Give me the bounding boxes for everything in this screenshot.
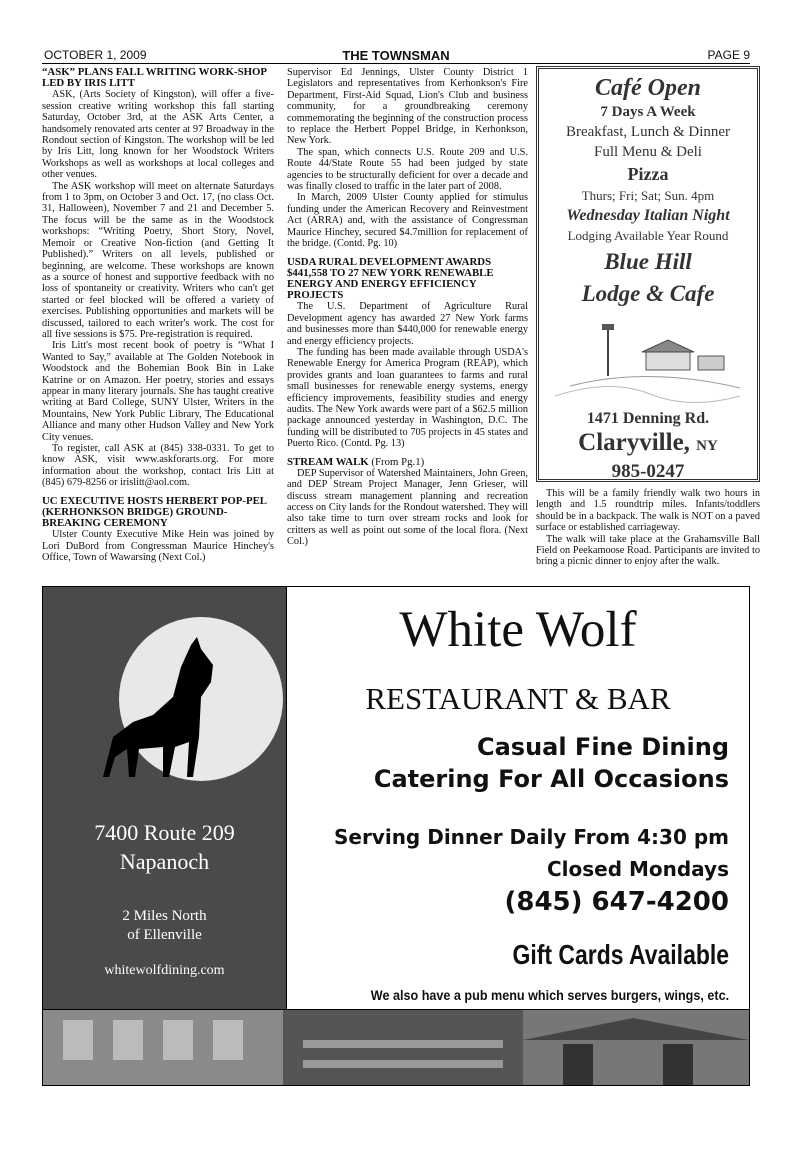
cafe-meals: Breakfast, Lunch & Dinner [565,124,731,140]
white-wolf-ad [42,586,750,1086]
ww-catering: Catering For All Occasions [373,765,729,793]
usda-headline: USDA RURAL DEVELOPMENT AWARDS $441,558 TO 27 NEW YORK RENEWABLE ENERGY AND ENERGY EFFICIENCY PROJECTS [287,255,494,302]
ask-paragraph-3: Iris Litt's most recent book of poetry is “What I Wanted to Say,” available at The Golden Notebook in Woodstock and the Bohemian Book Bin in Lake Katrine or on Amazon. Her poetry, stories and essays appear in many literary journals. She has taught creative writing at Bard College, SUNY Ulster, Writers in the Mountains, New York Public Library, The Educational Alliance and many other Hudson Valley and New York City venues. [42,340,274,443]
column-2 [287,67,528,548]
bridge-paragraph-2: Supervisor Ed Jennings, Ulster County District 1 Legislators and representatives from Kerhonkson's Fire Department, First-Aid Squad, Lion's Club and business community, for a groundbreaking ceremony commemorating the beginning of the construction process to replace the Herbert Poppel Bridge, in Kerhonkson, New York. [287,67,528,147]
ww-subtitle: RESTAURANT & BAR [365,681,671,716]
cafe-open-title: Café Open [595,75,701,101]
ww-hours: Serving Dinner Daily From 4:30 pm [333,825,729,849]
newspaper-title: THE TOWNSMAN [342,48,450,63]
cafe-name-2: Lodge & Cafe [581,281,715,306]
cafe-town-line [539,428,757,461]
cafe-pizza-days: Thurs; Fri; Sat; Sun. 4pm [581,188,715,203]
ww-distance-2: of Ellenville [127,927,202,943]
ww-pub-menu: We also have a pub menu which serves burgers, wings, etc. [370,987,729,1003]
issue-date: OCTOBER 1, 2009 [44,48,147,62]
stream-paragraph-1: DEP Supervisor of Watershed Maintainers, John Green, and DEP Stream Project Manager, Jenn Grieser, will discuss stream management planning and recreation access on City lands for the Rondout watershed. They will also take time to turn over stream rocks and look for critters as well as point out some of the local flora. (Next Col.) [287,467,528,548]
bridge-paragraph-1: Ulster County Executive Mike Hein was joined by Lori DuBord from Congressman Maurice Hinchey's Office, Town of Wawarsing (Next Col.) [42,529,274,564]
cafe-pizza: Pizza [627,164,669,184]
cafe-state: NY [696,438,718,454]
bridge-headline: UC EXECUTIVE HOSTS HERBERT POP-PEL (KERHONKSON BRIDGE) GROUND-BREAKING CEREMONY [42,494,267,530]
page-number: PAGE 9 [707,48,750,62]
ww-website: whitewolfdining.com [104,963,225,978]
ww-address-2: Napanoch [119,849,210,874]
ww-address-1: 7400 Route 209 [94,820,235,845]
cafe-menu: Full Menu & Deli [594,144,702,160]
ask-paragraph-4: To register, call ASK at (845) 338-0331. To get to know ASK, visit www.askforarts.org. For more information about the workshop, contact Iris Litt at (845) 679-8256 or irislitt@aol.com. [42,443,274,489]
cafe-name-1: Blue Hill [604,249,692,274]
ww-name: White Wolf [399,602,637,658]
ww-text-panel [287,587,749,1009]
ww-gift-cards: Gift Cards Available [512,939,729,970]
stream-paragraph-3: The walk will take place at the Grahamsville Ball Field on Peekamoose Road. Participants are invited to bring a picnic dinner to enjoy after the walk. [536,533,760,568]
bridge-paragraph-4: In March, 2009 Ulster County applied for stimulus funding under the American Recovery and Reinvestment Act (ARRA) and, with the assistance of Congressman Maurice Hinchey, secured $4.7million for replacement of the bridge. (Contd. Pg. 10) [287,192,528,250]
cafe-italian-night: Wednesday Italian Night [566,207,730,224]
stream-from: (From Pg.1) [371,455,425,468]
lodge-sketch-image [550,316,746,404]
restaurant-photos [43,1010,749,1086]
cafe-lodging: Lodging Available Year Round [567,228,729,243]
cafe-phone: 985-0247 [611,461,685,482]
usda-paragraph-1: The U.S. Department of Agriculture Rural Development agency has awarded 27 New York farms and businesses more than $440,000 for renewable energy and energy efficiency projects. [287,301,528,347]
ask-paragraph-2: The ASK workshop will meet on alternate Saturdays from 1 to 3pm, on October 3 and Oct. 17, (no class Oct. 31, Halloween), November 7 and 21 and December 5. The focus will be the same as in the Woodstock workshops: “Writing Poetry, Short Story, Novel, Memoir or Creative Non-fiction (and Getting It Published).” Writers on all levels, published or beginning, are welcome. These workshops are known as a source of honest and supportive feedback with no loss of spontaneity or creativity. Writers who can't get started or feel blocked will be offered a variety of exercises. Publishing opportunities and markets will be discussed, tailored to each writer's work. The cost for all five sessions is $75. Pre-registration is required. [42,180,274,340]
ww-casual-dining: Casual Fine Dining [476,733,729,761]
usda-paragraph-2: The funding has been made available through USDA's Renewable Energy for America Program (REAP), which provides grants and loan guarantees to farms and rural small businesses for renewable energy systems, energy efficiency improvements, feasibility studies and energy audits. The New York awards were part of a $62.5 million package announced yesterday in Washington, D.C. The funding will be distributed to 705 projects in 45 states and Puerto Rico. (Contd. Pg. 13) [287,346,528,450]
wolf-moon-illustration [43,587,286,817]
ww-closed: Closed Mondays [546,857,729,881]
ask-headline: “ASK” PLANS FALL WRITING WORK-SHOP LED BY IRIS LITT [42,66,267,90]
blue-hill-cafe-ad [536,66,760,482]
cafe-days: 7 Days A Week [600,104,696,120]
column-3 [536,488,760,568]
wolf-moon-panel [43,587,287,1009]
header-rule [42,63,750,64]
stream-paragraph-2: This will be a family friendly walk two hours in length and 1.5 roundtrip miles. Infants/toddlers should be in a backpack. The walk is NOT on a paved surface or established carriageway. [536,488,760,534]
stream-headline [287,457,528,468]
cafe-address: 1471 Denning Rd. [586,410,710,427]
ww-distance-1: 2 Miles North [122,908,207,924]
column-1 [42,67,274,563]
cafe-town: Claryville, [578,429,690,456]
ww-phone: (845) 647-4200 [504,887,729,917]
restaurant-photo-strip [43,1009,749,1086]
ask-paragraph-1: ASK, (Arts Society of Kingston), will offer a five-session creative writing workshop this fall starting Saturday, October 3rd, at the ASK Arts Center, a handsomely renovated arts center at 97 Broadway in the Rondout section of Kingston. The workshop will be led by Iris Litt, long known for her Woodstock Writers Workshops as well as workshops at local colleges and other venues. [42,89,274,181]
bridge-paragraph-3: The span, which connects U.S. Route 209 and U.S. Route 44/State Route 55 had been judged by state agencies to be structurally deficient for over a decade and was finally closed to traffic in the later part of 2008. [287,146,528,193]
stream-title: STREAM WALK [287,455,369,468]
